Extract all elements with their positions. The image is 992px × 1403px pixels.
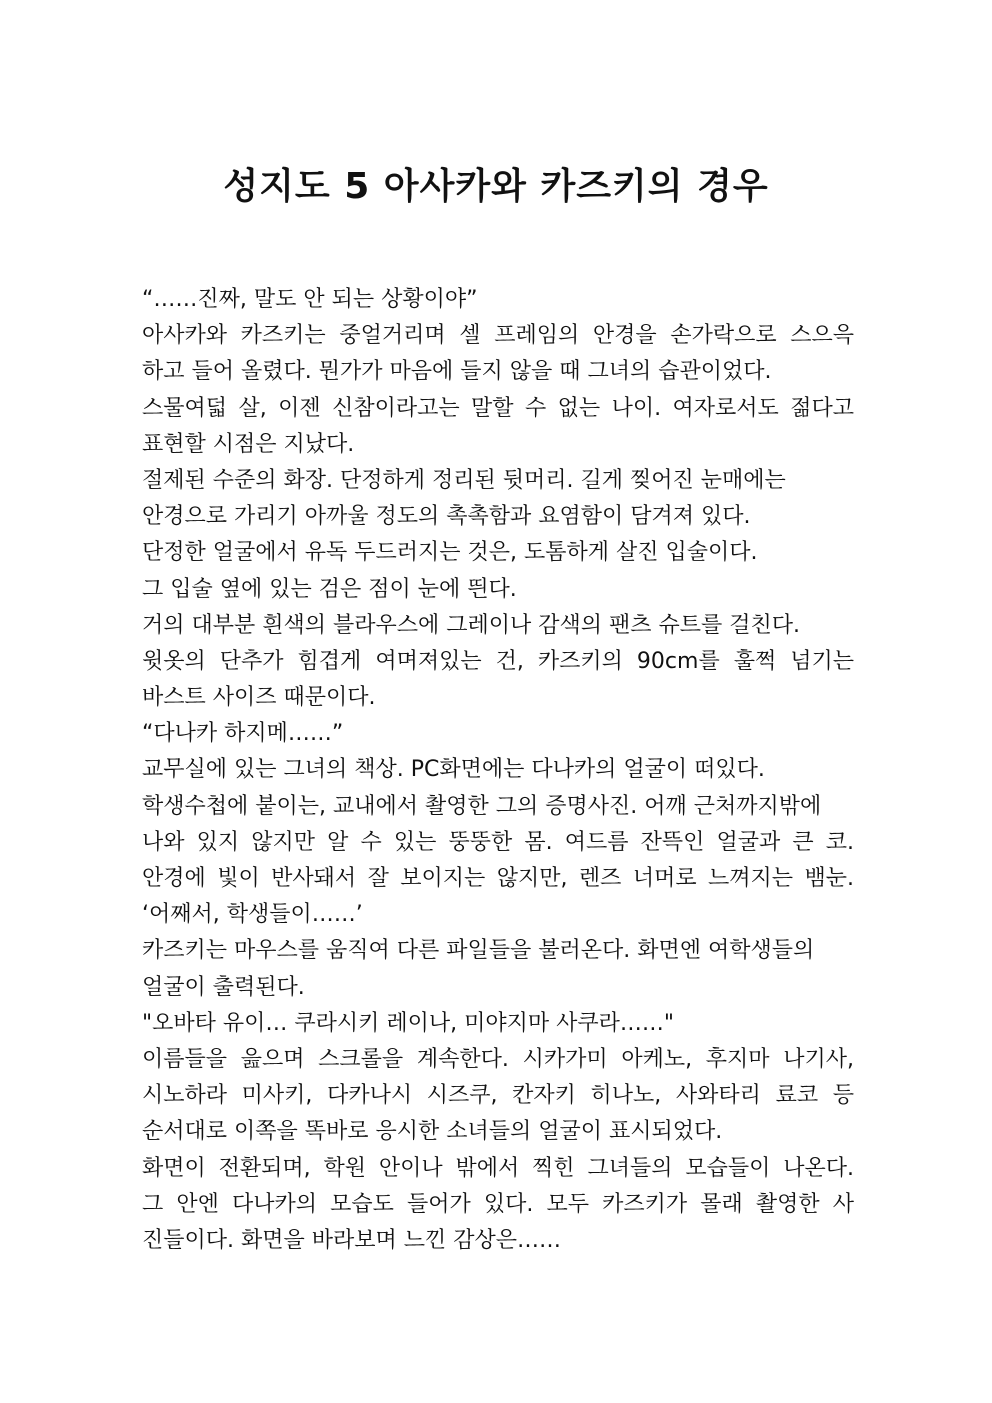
text-line: 바스트 사이즈 때문이다. <box>142 685 376 711</box>
text-line: 거의 대부분 흰색의 블라우스에 그레이나 감색의 팬츠 슈트를 걸친다. <box>142 612 800 638</box>
text-line: 윗옷의 단추가 힘겹게 여며져있는 건, 카즈키의 90cm를 훌쩍 넘기는 <box>142 648 854 674</box>
text-line: 이름들을 읊으며 스크롤을 계속한다. 시카가미 아케노, 후지마 나기사, <box>142 1046 854 1072</box>
text-line: 표현할 시점은 지났다. <box>142 431 355 457</box>
text-line: 그 입술 옆에 있는 검은 점이 눈에 띈다. <box>142 576 517 602</box>
text-line: 아사카와 카즈키는 중얼거리며 셀 프레임의 안경을 손가락으로 스으윽 <box>142 323 854 349</box>
text-line: 안경에 빛이 반사돼서 잘 보이지는 않지만, 렌즈 너머로 느껴지는 뱀눈. <box>142 866 854 891</box>
text-line: 하고 들어 올렸다. 뭔가가 마음에 들지 않을 때 그녀의 습관이었다. <box>142 359 772 385</box>
text-line: 학생수첩에 붙이는, 교내에서 촬영한 그의 증명사진. 어깨 근처까지밖에 <box>142 793 822 819</box>
text-line: 단정한 얼굴에서 유독 두드러지는 것은, 도톰하게 살진 입술이다. <box>142 540 758 566</box>
text-line: ‘어째서, 학생들이……’ <box>142 902 363 928</box>
text-line: "오바타 유이… 쿠라시키 레이나, 미야지마 사쿠라……" <box>142 1010 674 1036</box>
text-line: “……진짜, 말도 안 되는 상황이야” <box>142 287 478 312</box>
text-line: 순서대로 이쪽을 똑바로 응시한 소녀들의 얼굴이 표시되었다. <box>142 1119 723 1145</box>
text-line: 얼굴이 출력된다. <box>142 974 305 1000</box>
text-line: 나와 있지 않지만 알 수 있는 뚱뚱한 몸. 여드름 잔뜩인 얼굴과 큰 코. <box>142 829 854 855</box>
chapter-body <box>142 282 854 1259</box>
text-line: 안경으로 가리기 아까울 정도의 촉촉함과 요염함이 담겨져 있다. <box>142 504 751 530</box>
text-line: 그 안엔 다나카의 모습도 들어가 있다. 모두 카즈키가 몰래 촬영한 사 <box>142 1191 854 1217</box>
text-line: 진들이다. 화면을 바라보며 느낀 감상은…… <box>142 1227 561 1253</box>
chapter-title: 성지도 5 아사카와 카즈키의 경우 <box>223 166 769 207</box>
text-line: 교무실에 있는 그녀의 책상. PC화면에는 다나카의 얼굴이 떠있다. <box>142 757 765 783</box>
text-line: 카즈키는 마우스를 움직여 다른 파일들을 불러온다. 화면엔 여학생들의 <box>142 938 815 964</box>
text-line: 스물여덟 살, 이젠 신참이라고는 말할 수 없는 나이. 여자로서도 젊다고 <box>142 395 854 421</box>
text-line: 절제된 수준의 화장. 단정하게 정리된 뒷머리. 길게 찢어진 눈매에는 <box>142 467 786 493</box>
text-line: “다나카 하지메……” <box>142 721 344 747</box>
text-line: 화면이 전환되며, 학원 안이나 밖에서 찍힌 그녀들의 모습들이 나온다. <box>142 1155 854 1181</box>
text-line: 시노하라 미사키, 다카나시 시즈쿠, 칸자키 히나노, 사와타리 료코 등 <box>142 1083 854 1109</box>
